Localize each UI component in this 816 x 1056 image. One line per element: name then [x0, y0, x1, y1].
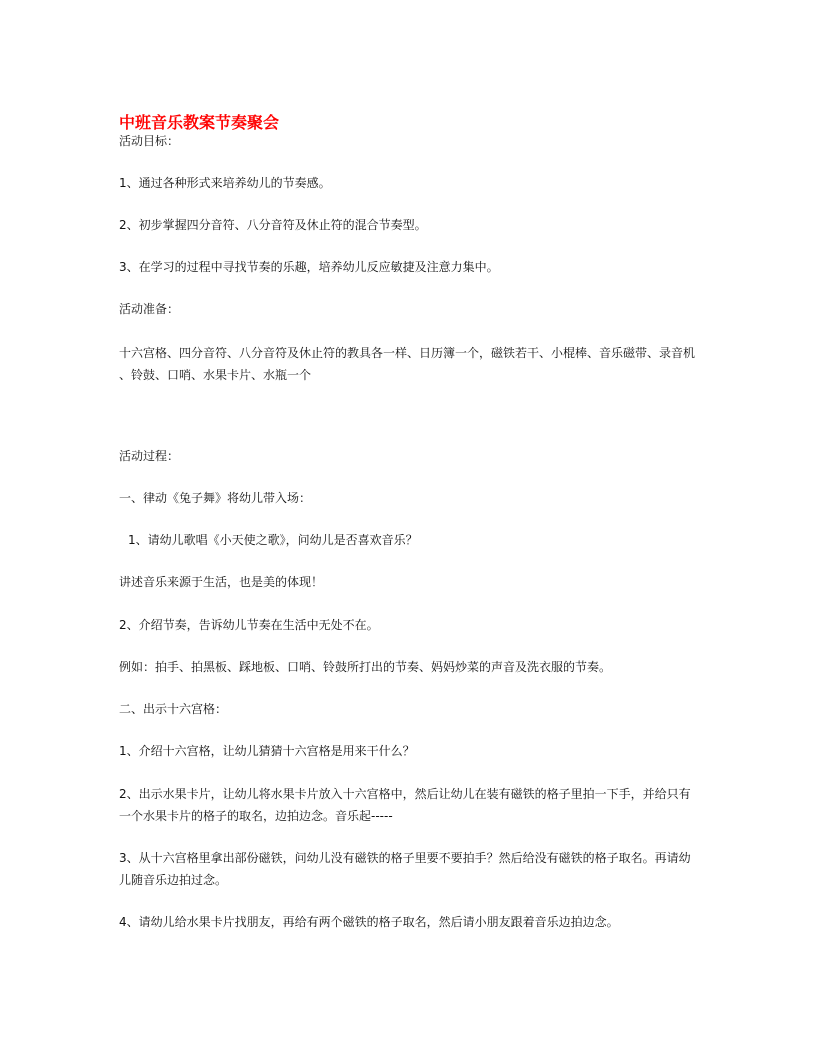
goal-item-1: 1、通过各种形式来培养幼儿的节奏感。	[119, 176, 331, 190]
process-substep-1-1: 1、请幼儿歌唱《小天使之歌》，问幼儿是否喜欢音乐？	[128, 533, 418, 547]
document-title: 中班音乐教案节奏聚会	[119, 113, 280, 132]
process-substep-1-2: 2、介绍节奏，告诉幼儿节奏在生活中无处不在。	[119, 618, 379, 632]
process-step-2: 二、出示十六宫格：	[119, 702, 228, 716]
preparation-line-1: 十六宫格、四分音符、八分音符及休止符的教具各一样、日历簿一个，磁铁若干、小棍棒、音乐磁带、录音机	[119, 346, 696, 360]
process-substep-2-2-line-2: 一个水果卡片的格子的取名，边拍边念。音乐起-----	[119, 809, 393, 823]
section-heading-process: 活动过程：	[119, 449, 180, 463]
goal-item-3: 3、在学习的过程中寻找节奏的乐趣，培养幼儿反应敏捷及注意力集中。	[119, 260, 499, 274]
process-step-1: 一、律动《兔子舞》将幼儿带入场：	[119, 491, 312, 505]
process-substep-2-4: 4、请幼儿给水果卡片找朋友，再给有两个磁铁的格子取名，然后请小朋友跟着音乐边拍边念。	[119, 915, 619, 929]
goal-item-2: 2、初步掌握四分音符、八分音符及休止符的混合节奏型。	[119, 218, 427, 232]
section-heading-goals: 活动目标：	[119, 134, 180, 148]
process-substep-2-2-line-1: 2、出示水果卡片，让幼儿将水果卡片放入十六宫格中，然后让幼儿在装有磁铁的格子里拍一下手，并给只有	[119, 787, 691, 801]
section-heading-preparation: 活动准备：	[119, 302, 180, 316]
process-note: 讲述音乐来源于生活，也是美的体现！	[119, 575, 324, 589]
process-substep-2-1: 1、介绍十六宫格，让幼儿猜猜十六宫格是用来干什么？	[119, 744, 415, 758]
preparation-line-2: 、铃鼓、口哨、水果卡片、水瓶一个	[119, 368, 312, 382]
process-substep-2-3-line-2: 儿随音乐边拍过念。	[119, 873, 228, 887]
process-substep-2-3-line-1: 3、从十六宫格里拿出部份磁铁，问幼儿没有磁铁的格子里要不要拍手？然后给没有磁铁的格子取名。再请幼	[119, 851, 691, 865]
process-example: 例如：拍手、拍黑板、踩地板、口哨、铃鼓所打出的节奏、妈妈炒菜的声音及洗衣服的节奏。	[119, 660, 612, 674]
